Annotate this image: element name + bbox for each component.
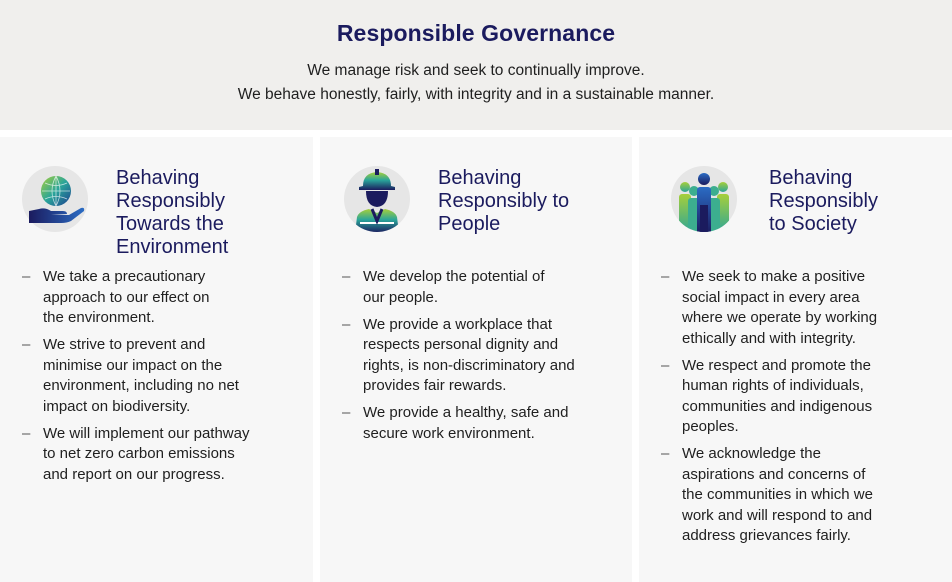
environment-list bbox=[22, 267, 300, 492]
bullet-dash: – bbox=[661, 356, 670, 374]
environment-column bbox=[0, 137, 313, 582]
society-title: Behaving Responsibly to Society bbox=[769, 167, 878, 235]
bullet-dash: – bbox=[342, 404, 351, 421]
worker-hardhat-icon bbox=[343, 165, 411, 233]
page-title: Responsible Governance bbox=[336, 20, 616, 46]
list-item: – We will implement our pathway to net zero carbon emissions and report on our progress. bbox=[22, 424, 250, 483]
bullet-dash: – bbox=[661, 268, 670, 285]
bullet-dash: – bbox=[22, 424, 31, 442]
environment-title: Behaving Responsibly Towards the Environment bbox=[116, 167, 229, 258]
community-group-icon bbox=[670, 165, 738, 233]
bullet-dash: – bbox=[342, 268, 351, 285]
society-column bbox=[639, 137, 952, 582]
header-subtitle-1: We manage risk and seek to continually improve. bbox=[307, 62, 645, 79]
bullet-dash: – bbox=[342, 315, 351, 333]
list-item: – We provide a healthy, safe and secure work environment. bbox=[342, 404, 569, 442]
header-subtitle-2: We behave honestly, fairly, with integrity and in a sustainable manner. bbox=[237, 86, 715, 103]
bullet-dash: – bbox=[661, 445, 670, 462]
header-banner bbox=[0, 0, 952, 130]
bullet-dash: – bbox=[22, 336, 31, 353]
bullet-dash: – bbox=[22, 268, 31, 285]
globe-in-hand-icon bbox=[21, 165, 89, 233]
list-item: – We acknowledge the aspirations and concerns of the communities in which we work and will respond to and address grievances fairly. bbox=[661, 445, 873, 544]
list-item: – We develop the potential of our people. bbox=[342, 268, 545, 306]
list-item: – We respect and promote the human rights of individuals, communities and indigenous peoples. bbox=[661, 356, 873, 435]
people-title: Behaving Responsibly to People bbox=[438, 167, 570, 235]
list-item: – We take a precautionary approach to our effect on the environment. bbox=[22, 268, 210, 326]
people-column bbox=[320, 137, 632, 582]
society-list bbox=[661, 267, 939, 553]
list-item: – We provide a workplace that respects personal dignity and rights, is non-discriminatory and provides fair rewards. bbox=[342, 315, 575, 394]
list-item: – We seek to make a positive social impact in every area where we operate by working ethically and with integrity. bbox=[661, 268, 878, 347]
list-item: – We strive to prevent and minimise our impact on the environment, including no net impact on biodiversity. bbox=[22, 336, 239, 415]
people-list bbox=[342, 267, 620, 451]
